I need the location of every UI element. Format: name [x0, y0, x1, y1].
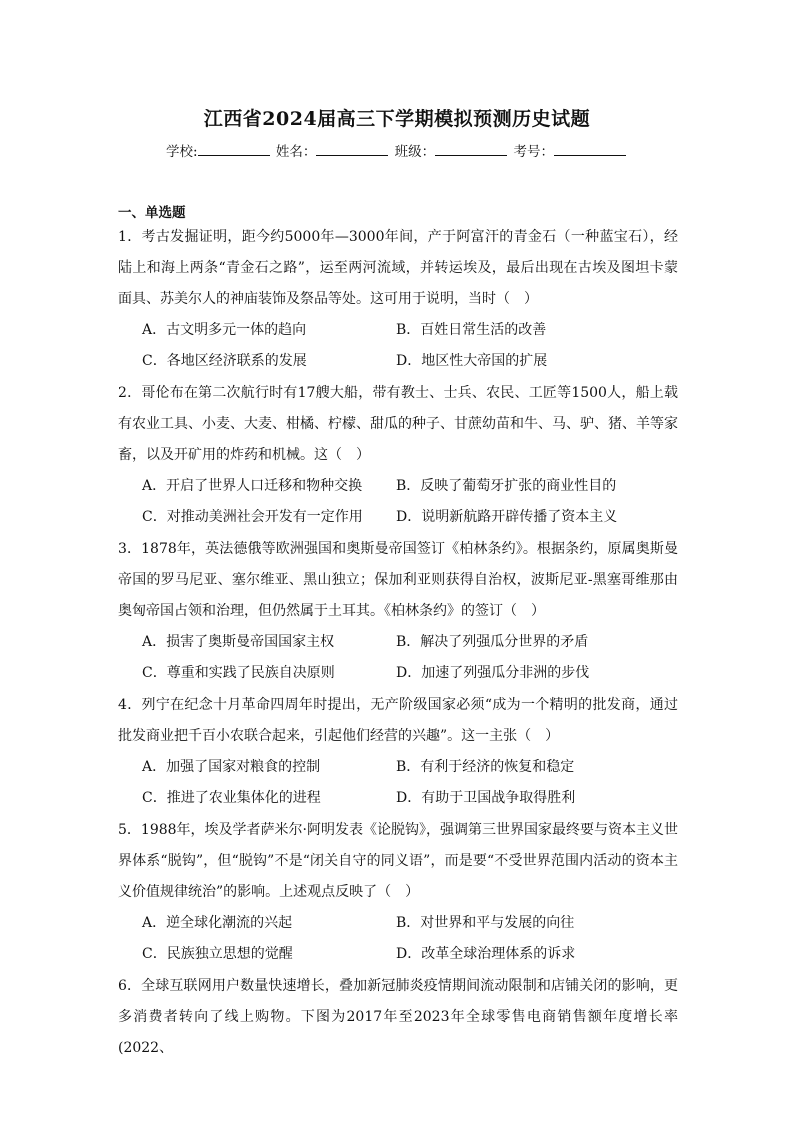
exam-number-blank	[554, 143, 626, 156]
class-blank	[435, 143, 507, 156]
option-a: A．古文明多元一体的趋向	[142, 322, 307, 338]
option-d: D．地区性大帝国的扩展	[396, 353, 548, 369]
option-c: C．尊重和实践了民族自决原则	[142, 665, 335, 681]
name-label: 姓名：	[275, 144, 317, 160]
option-b: B．有利于经济的恢复和稳定	[396, 759, 575, 775]
option-b: B．对世界和平与发展的向往	[396, 915, 575, 931]
question-3-options	[142, 627, 662, 689]
school-blank	[198, 143, 270, 156]
option-a: A．加强了国家对粮食的控制	[142, 759, 321, 775]
option-b: B．反映了葡萄牙扩张的商业性目的	[396, 478, 617, 494]
student-info-line	[0, 140, 794, 160]
question-1-options	[142, 315, 662, 377]
question-6-stem: 6．全球互联网用户数量快速增长，叠加新冠肺炎疫情期间流动限制和店铺关闭的影响，更多消费者转向了线上购物。下图为2017年至2023年全球零售电商销售额年度增长率(2022、	[118, 978, 678, 1056]
option-c: C．各地区经济联系的发展	[142, 353, 307, 369]
option-d: D．有助于卫国战争取得胜利	[396, 790, 576, 806]
name-blank	[316, 143, 388, 156]
school-label: 学校:	[166, 144, 198, 160]
option-c: C．推进了农业集体化的进程	[142, 790, 321, 806]
question-2-options	[142, 471, 662, 533]
option-a: A．逆全球化潮流的兴起	[142, 915, 293, 931]
option-b: B．解决了列强瓜分世界的矛盾	[396, 634, 589, 650]
option-c: C．对推动美洲社会开发有一定作用	[142, 509, 363, 525]
option-d: D．说明新航路开辟传播了资本主义	[396, 509, 618, 525]
option-c: C．民族独立思想的觉醒	[142, 946, 293, 962]
question-4-options	[142, 752, 662, 814]
question-3-stem: 3．1878年，英法德俄等欧洲强国和奥斯曼帝国签订《柏林条约》。根据条约，原属奥斯曼帝国的罗马尼亚、塞尔维亚、黑山独立；保加利亚则获得自治权，波斯尼亚-黑塞哥维那由奥匈帝国占领和治理，但仍然属于土耳其。《柏林条约》的签订（ ）	[118, 541, 678, 619]
question-2-stem: 2．哥伦布在第二次航行时有17艘大船，带有教士、士兵、农民、工匠等1500人，船上载有农业工具、小麦、大麦、柑橘、柠檬、甜瓜的种子、甘蔗幼苗和牛、马、驴、猪、羊等家畜，以及开矿用的炸药和机械。这（ ）	[118, 385, 678, 463]
option-a: A．开启了世界人口迁移和物种交换	[142, 478, 363, 494]
option-d: D．加速了列强瓜分非洲的步伐	[396, 665, 590, 681]
section-heading: 一、单选题	[118, 205, 186, 221]
option-d: D．改革全球治理体系的诉求	[396, 946, 576, 962]
question-5-options	[142, 908, 662, 970]
exam-number-label: 考号：	[513, 144, 554, 160]
option-b: B．百姓日常生活的改善	[396, 322, 547, 338]
option-a: A．损害了奥斯曼帝国国家主权	[142, 634, 335, 650]
page-title: 江西省2024届高三下学期模拟预测历史试题	[203, 108, 591, 130]
question-4-stem: 4．列宁在纪念十月革命四周年时提出，无产阶级国家必须“成为一个精明的批发商，通过批发商业把千百小农联合起来，引起他们经营的兴趣”。这一主张（ ）	[118, 697, 678, 744]
question-1-stem: 1．考古发掘证明，距今约5000年—3000年间，产于阿富汗的青金石（一种蓝宝石），经陆上和海上两条“青金石之路”，运至两河流域，并转运埃及，最后出现在古埃及图坦卡蒙面具、苏美尔人的神庙装饰及祭品等处。这可用于说明，当时（ ）	[118, 229, 678, 307]
question-5-stem: 5．1988年，埃及学者萨米尔·阿明发表《论脱钩》，强调第三世界国家最终要与资本主义世界体系“脱钩”，但“脱钩”不是“闭关自守的同义语”，而是要“不受世界范围内活动的资本主义价值规律统治”的影响。上述观点反映了（ ）	[118, 822, 678, 900]
class-label: 班级：	[394, 144, 436, 160]
